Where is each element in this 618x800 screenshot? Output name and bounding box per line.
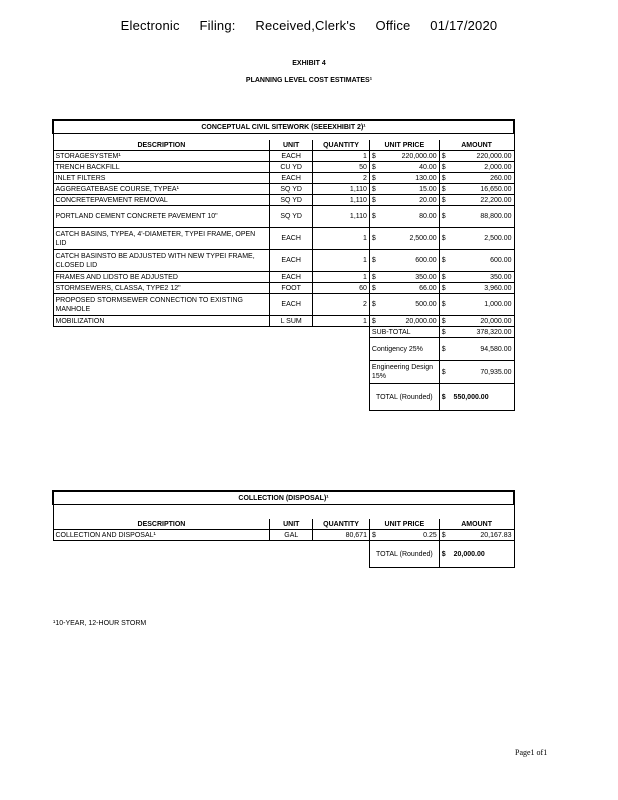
col-quantity: QUANTITY [313, 140, 370, 151]
page-number: Page1 of1 [515, 748, 548, 757]
currency-symbol: $ [441, 213, 446, 220]
footnote: ¹10-YEAR, 12-HOUR STORM [53, 620, 147, 627]
filing-header [0, 18, 618, 33]
total-value: 550,000.00 [453, 393, 489, 401]
subtotal-label: SUB-TOTAL [369, 327, 439, 338]
row-amount: 88,800.00 [480, 213, 512, 220]
currency-symbol: $ [371, 196, 376, 204]
currency-symbol: $ [371, 301, 376, 308]
col-unit: UNIT [270, 519, 313, 530]
exhibit-title: EXHIBIT 4 [292, 60, 326, 67]
header-electronic: Electronic [120, 18, 180, 33]
row-quantity: 1 [313, 228, 370, 250]
table-row [53, 206, 514, 228]
currency-symbol: $ [371, 273, 376, 281]
row-amount: 16,650.00 [480, 185, 512, 193]
table-row [53, 272, 514, 283]
row-description: COLLECTION AND DISPOSAL¹ [53, 530, 270, 541]
row-quantity: 60 [313, 283, 370, 294]
row-unit: EACH [270, 173, 313, 184]
row-unit-price: 80.00 [419, 213, 437, 220]
header-office: Office [375, 18, 411, 33]
engineering-value: 70,935.00 [480, 368, 512, 376]
row-description: STORAGESYSTEM¹ [53, 151, 270, 162]
header-date: 01/17/2020 [430, 18, 498, 33]
row-description: AGGREGATEBASE COURSE, TYPEA¹ [53, 184, 270, 195]
collection-title: COLLECTION (DISPOSAL)¹ [53, 491, 514, 505]
col-unit-price: UNIT PRICE [369, 519, 439, 530]
currency-symbol: $ [441, 196, 446, 204]
col-description: DESCRIPTION [53, 140, 270, 151]
row-description: TRENCH BACKFILL [53, 162, 270, 173]
row-quantity: 2 [313, 173, 370, 184]
row-unit-price: 40.00 [419, 163, 437, 171]
row-unit: EACH [270, 151, 313, 162]
col-quantity: QUANTITY [313, 519, 370, 530]
total-row [53, 541, 514, 568]
row-amount: 260.00 [490, 174, 512, 182]
column-header-row [53, 140, 514, 151]
subtotal-row [53, 327, 514, 338]
currency-symbol: $ [441, 235, 446, 242]
row-amount: 1,000.00 [484, 301, 512, 308]
row-amount: 600.00 [490, 257, 512, 264]
row-amount: 20,000.00 [480, 317, 512, 325]
row-amount: 22,200.00 [480, 196, 512, 204]
currency-symbol: $ [371, 185, 376, 193]
row-description: PORTLAND CEMENT CONCRETE PAVEMENT 10" [53, 206, 270, 228]
row-description: STORMSEWERS, CLASSA, TYPE2 12" [53, 283, 270, 294]
row-unit-price: 66.00 [419, 284, 437, 292]
row-quantity: 1,110 [313, 195, 370, 206]
table-row [53, 294, 514, 316]
table-row [53, 195, 514, 206]
total-label: TOTAL (Rounded) [369, 541, 439, 568]
col-unit-price: UNIT PRICE [369, 140, 439, 151]
row-unit: EACH [270, 228, 313, 250]
table-row [53, 283, 514, 294]
contingency-row [53, 338, 514, 361]
row-unit: SQ YD [270, 195, 313, 206]
currency-symbol: $ [441, 328, 446, 336]
currency-symbol: $ [441, 273, 446, 281]
currency-symbol: $ [371, 257, 376, 264]
contingency-value: 94,580.00 [480, 345, 512, 353]
row-quantity: 1 [313, 316, 370, 327]
currency-symbol: $ [371, 213, 376, 220]
currency-symbol: $ [441, 301, 446, 308]
row-amount: 350.00 [490, 273, 512, 281]
table-row [53, 173, 514, 184]
table-row [53, 530, 514, 541]
col-amount: AMOUNT [439, 519, 514, 530]
row-quantity: 50 [313, 162, 370, 173]
subtotal-value: 378,320.00 [476, 328, 512, 336]
table-row [53, 228, 514, 250]
currency-symbol: $ [441, 174, 446, 182]
currency-symbol: $ [371, 284, 376, 292]
row-quantity: 1 [313, 272, 370, 283]
row-unit: CU YD [270, 162, 313, 173]
total-row [53, 384, 514, 411]
row-quantity: 1 [313, 151, 370, 162]
row-unit: L SUM [270, 316, 313, 327]
currency-symbol: $ [441, 185, 446, 193]
currency-symbol: $ [441, 345, 446, 353]
collection-table [52, 490, 515, 568]
currency-symbol: $ [371, 235, 376, 242]
table-row [53, 184, 514, 195]
row-unit-price: 20,000.00 [405, 317, 437, 325]
currency-symbol: $ [441, 531, 446, 539]
col-amount: AMOUNT [439, 140, 514, 151]
row-quantity: 80,671 [313, 530, 370, 541]
sitework-title: CONCEPTUAL CIVIL SITEWORK (SEEEXHIBIT 2)¹ [53, 120, 514, 134]
row-description: CATCH BASINSTO BE ADJUSTED WITH NEW TYPEI FRAME, CLOSED LID [53, 250, 270, 272]
currency-symbol: $ [441, 368, 446, 376]
row-unit-price: 20.00 [419, 196, 437, 204]
total-value: 20,000.00 [453, 550, 485, 558]
currency-symbol: $ [371, 317, 376, 325]
row-unit: EACH [270, 272, 313, 283]
currency-symbol: $ [441, 317, 446, 325]
row-unit-price: 350.00 [415, 273, 437, 281]
total-label: TOTAL (Rounded) [369, 384, 439, 411]
currency-symbol: $ [441, 393, 446, 401]
currency-symbol: $ [371, 531, 376, 539]
row-unit: EACH [270, 250, 313, 272]
row-unit: SQ YD [270, 206, 313, 228]
col-unit: UNIT [270, 140, 313, 151]
row-quantity: 2 [313, 294, 370, 316]
table-row [53, 162, 514, 173]
table-title-row [53, 120, 514, 134]
row-unit-price: 2,500.00 [409, 235, 437, 242]
currency-symbol: $ [441, 550, 446, 558]
row-unit: FOOT [270, 283, 313, 294]
table-row [53, 316, 514, 327]
table-row [53, 250, 514, 272]
currency-symbol: $ [441, 284, 446, 292]
row-unit-price: 600.00 [415, 257, 437, 264]
row-unit-price: 15.00 [419, 185, 437, 193]
row-description: FRAMES AND LIDSTO BE ADJUSTED [53, 272, 270, 283]
engineering-label: Engineering Design 15% [369, 361, 439, 384]
row-unit-price: 500.00 [415, 301, 437, 308]
header-received: Received,Clerk's [255, 18, 356, 33]
row-unit-price: 220,000.00 [401, 152, 437, 160]
currency-symbol: $ [371, 163, 376, 171]
row-description: CATCH BASINS, TYPEA, 4'-DIAMETER, TYPEI FRAME, OPEN LID [53, 228, 270, 250]
row-amount: 3,960.00 [484, 284, 512, 292]
estimate-subtitle: PLANNING LEVEL COST ESTIMATES¹ [245, 77, 373, 84]
currency-symbol: $ [441, 152, 446, 160]
contingency-label: Contigency 25% [369, 338, 439, 361]
currency-symbol: $ [371, 174, 376, 182]
row-quantity: 1,110 [313, 206, 370, 228]
row-amount: 220,000.00 [476, 152, 512, 160]
row-description: INLET FILTERS [53, 173, 270, 184]
column-header-row [53, 519, 514, 530]
row-quantity: 1 [313, 250, 370, 272]
currency-symbol: $ [371, 152, 376, 160]
table-row [53, 151, 514, 162]
row-unit-price: 0.25 [423, 531, 437, 539]
row-unit: EACH [270, 294, 313, 316]
row-unit: GAL [270, 530, 313, 541]
currency-symbol: $ [441, 257, 446, 264]
row-unit: SQ YD [270, 184, 313, 195]
row-amount: 2,000.00 [484, 163, 512, 171]
row-unit-price: 130.00 [415, 174, 437, 182]
row-description: MOBILIZATION [53, 316, 270, 327]
row-description: CONCRETEPAVEMENT REMOVAL [53, 195, 270, 206]
sitework-table [52, 119, 515, 411]
col-description: DESCRIPTION [53, 519, 270, 530]
row-quantity: 1,110 [313, 184, 370, 195]
row-amount: 2,500.00 [484, 235, 512, 242]
header-filing: Filing: [199, 18, 236, 33]
currency-symbol: $ [441, 163, 446, 171]
row-amount: 20,167.83 [480, 531, 512, 539]
row-description: PROPOSED STORMSEWER CONNECTION TO EXISTING MANHOLE [53, 294, 270, 316]
engineering-row [53, 361, 514, 384]
